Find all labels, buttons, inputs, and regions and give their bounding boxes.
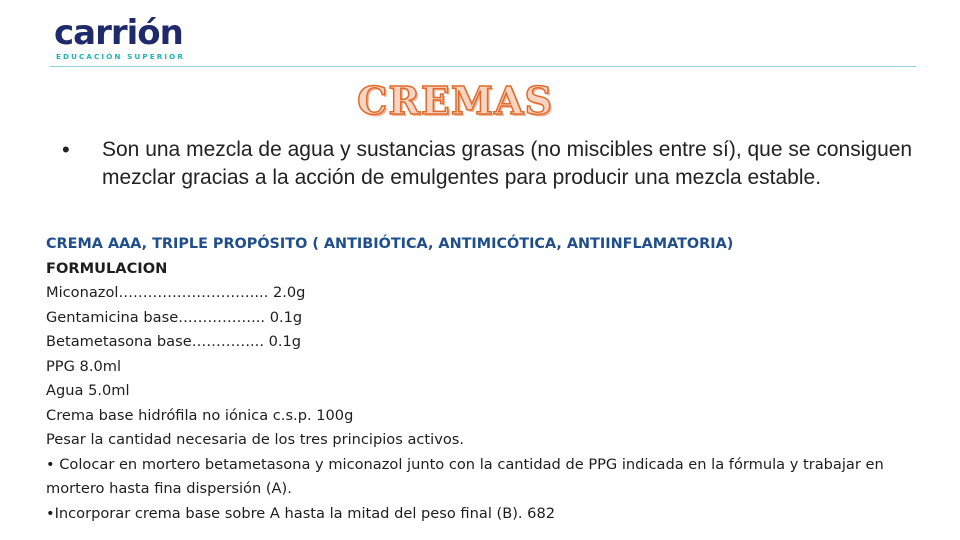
ingredient-line: Betametasona base…………... 0.1g	[46, 333, 302, 350]
procedure-step: •Incorporar crema base sobre A hasta la mitad del peso final (B). 682	[46, 504, 556, 522]
logo-wordmark: carrión	[54, 13, 183, 53]
brand-logo	[54, 14, 194, 62]
slide-title: CREMAS	[357, 78, 553, 123]
intro-bullet-text: Son una mezcla de agua y sustancias grasas (no miscibles entre sí), que se consiguen mezclar gracias a la acción de emulgentes para producir una mezcla estable.	[102, 138, 913, 189]
ingredient-line: Agua 5.0ml	[46, 382, 130, 399]
header-divider	[50, 66, 916, 67]
procedure-step: • Colocar en mortero betametasona y miconazol junto con la cantidad de PPG indicada en la fórmula y trabajar en mortero hasta fina dispersión (A).	[46, 455, 884, 497]
ingredient-line: Miconazol……………………….... 2.0g	[46, 284, 306, 301]
ingredient-line: Crema base hidrófila no iónica c.s.p. 100g	[46, 406, 354, 424]
recipe-block	[46, 232, 936, 526]
procedure-step: Pesar la cantidad necesaria de los tres principios activos.	[46, 431, 465, 448]
ingredient-line: Gentamicina base……………... 0.1g	[46, 308, 303, 326]
formulation-label: FORMULACION	[46, 259, 168, 277]
logo-tagline: EDUCACIÓN SUPERIOR	[56, 52, 185, 61]
bullet-dot-icon: •	[62, 137, 70, 162]
recipe-heading: CREMA AAA, TRIPLE PROPÓSITO ( ANTIBIÓTICA, ANTIMICÓTICA, ANTIINFLAMATORIA)	[46, 236, 734, 252]
ingredient-line: PPG 8.0ml	[46, 357, 122, 375]
